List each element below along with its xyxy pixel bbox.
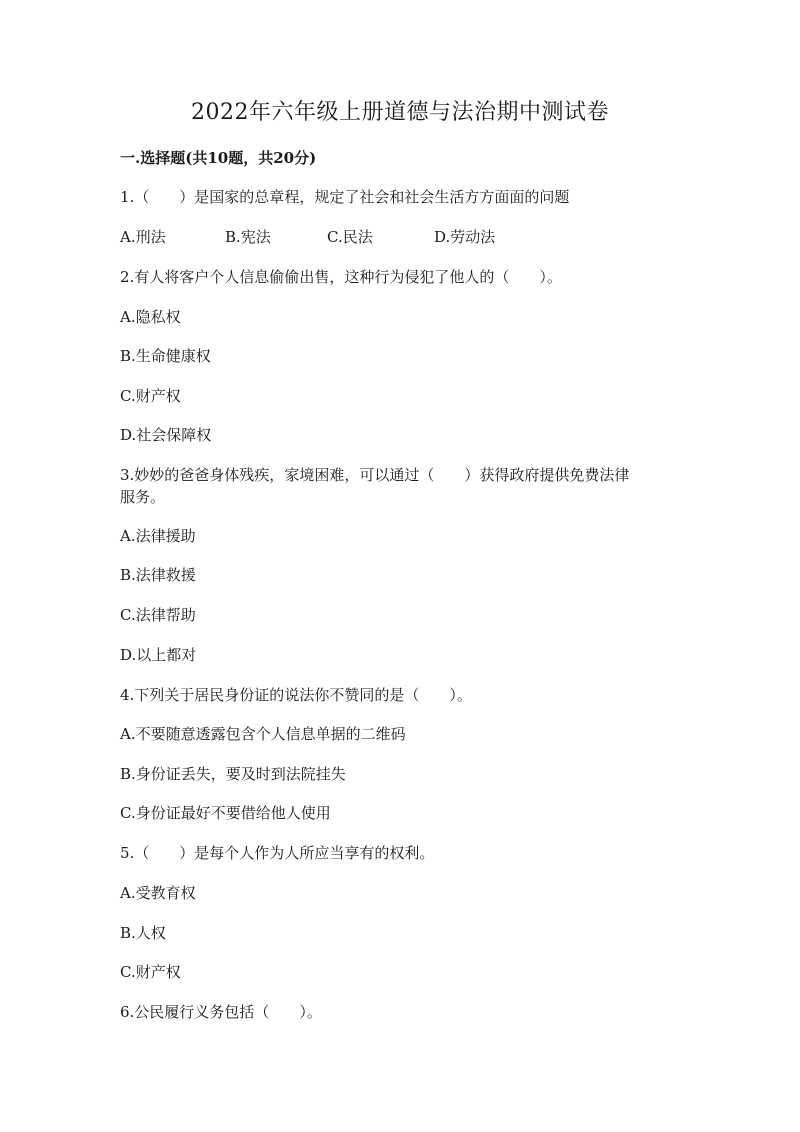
question-4-option-b: B.身份证丢失，要及时到法院挂失 (120, 765, 346, 783)
question-3-stem-line-2: 服务。 (120, 488, 166, 506)
question-2-option-c: C.财产权 (120, 387, 181, 405)
question-5-stem: 5.（ ）是每个人作为人所应当享有的权利。 (120, 844, 435, 862)
question-1-option-d: D.劳动法 (434, 228, 496, 246)
question-5-option-b: B.人权 (120, 924, 166, 942)
question-3-option-b: B.法律救援 (120, 566, 196, 584)
exam-title: 2022年六年级上册道德与法治期中测试卷 (191, 100, 609, 125)
question-3-stem-line-1: 3.妙妙的爸爸身体残疾，家境困难，可以通过（ ）获得政府提供免费法律 (120, 466, 630, 484)
question-3-option-a: A.法律援助 (120, 527, 196, 545)
question-1-options (120, 226, 495, 248)
question-2-option-d: D.社会保障权 (120, 426, 212, 444)
question-5-option-a: A.受教育权 (120, 884, 196, 902)
question-5-option-c: C.财产权 (120, 963, 181, 981)
question-1-stem: 1.（ ）是国家的总章程，规定了社会和社会生活方方面面的问题 (120, 188, 570, 206)
section-heading: 一.选择题(共10题，共20分) (120, 149, 317, 167)
question-3-option-c: C.法律帮助 (120, 606, 196, 624)
question-2-option-a: A.隐私权 (120, 308, 181, 326)
question-4-stem: 4.下列关于居民身份证的说法你不赞同的是（ ）。 (120, 686, 472, 704)
question-1-option-c: C.民法 (327, 228, 373, 246)
question-2-option-b: B.生命健康权 (120, 347, 211, 365)
question-3-option-d: D.以上都对 (120, 646, 197, 664)
question-4-option-c: C.身份证最好不要借给他人使用 (120, 804, 331, 822)
question-1-option-a: A.刑法 (120, 228, 166, 246)
question-4-option-a: A.不要随意透露包含个人信息单据的二维码 (120, 725, 406, 743)
question-6-stem: 6.公民履行义务包括（ ）。 (120, 1003, 322, 1021)
question-1-option-b: B.宪法 (225, 228, 271, 246)
question-2-stem: 2.有人将客户个人信息偷偷出售，这种行为侵犯了他人的（ ）。 (120, 268, 562, 286)
